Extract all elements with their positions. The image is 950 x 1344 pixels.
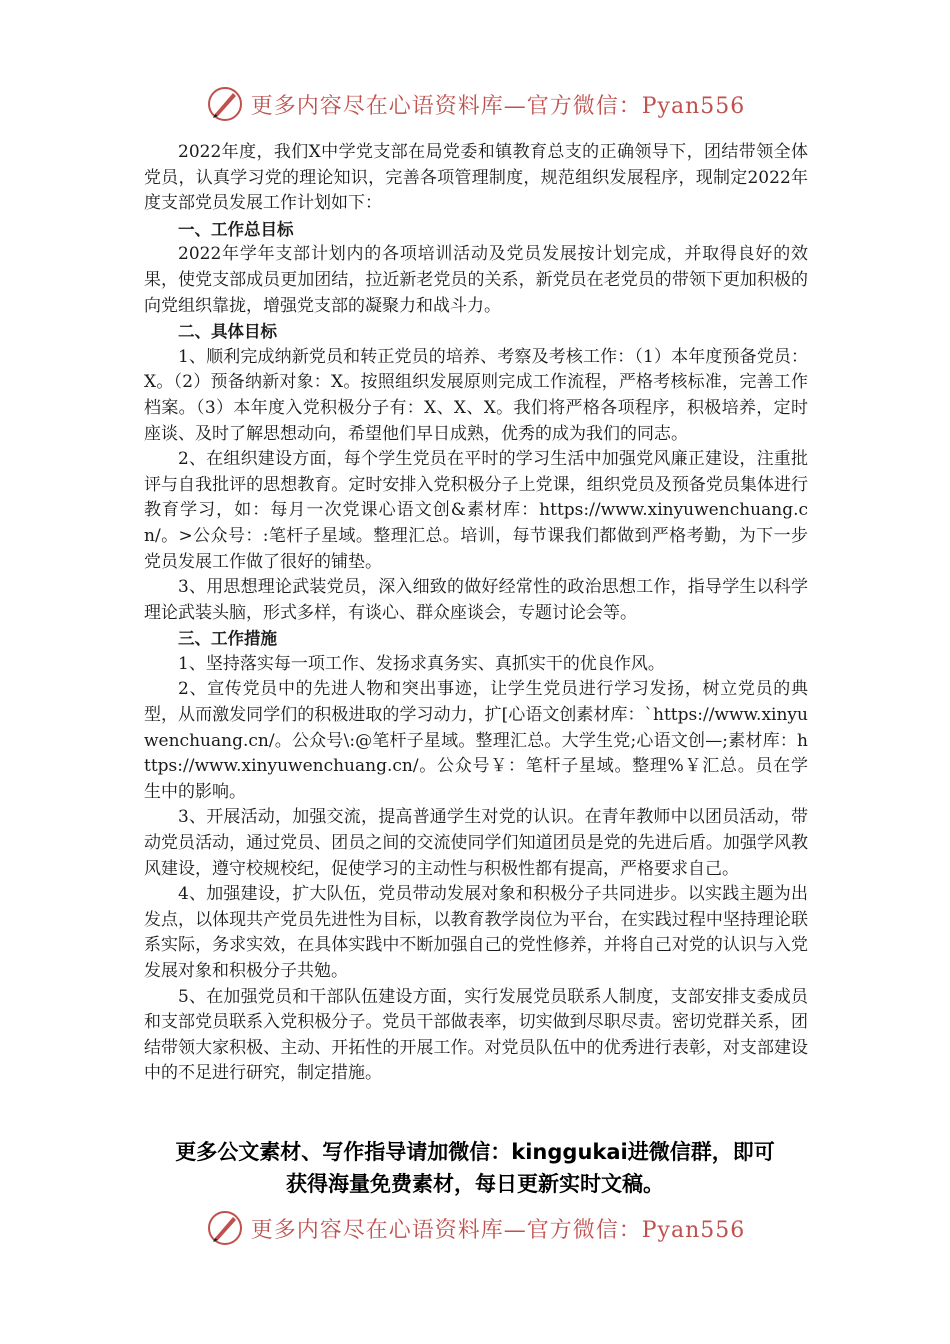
footer-banner: [0, 1206, 950, 1250]
banner-text: 更多内容尽在心语资料库—官方微信：Pyan556: [250, 93, 746, 119]
pen-logo-icon: [205, 84, 245, 124]
intro-paragraph: 2022年度，我们X中学党支部在局党委和镇教育总支的正确领导下，团结带领全体党员，认真学习党的理论知识，完善各项管理制度，规范组织发展程序，现制定2022年度支部党员发展工作计划如下：: [144, 142, 808, 214]
pen-logo-icon: [205, 1208, 245, 1248]
section-heading-1: 一、工作总目标: [178, 219, 294, 239]
paragraph: 2、宣传党员中的先进人物和突出事迹，让学生党员进行学习发扬，树立党员的典型，从而激发同学们的积极进取的学习动力，扩[心语文创素材库：`https://www.xinyuwenchuang.cn/。公众号\:@笔杆子星域。整理汇总。大学生党;心语文创—;素材库：https://www.xinyuwenchuang.cn/。公众号￥：笔杆子星域。整理%￥汇总。员在学生中的影响。: [144, 679, 808, 802]
paragraph: 3、开展活动，加强交流，提高普通学生对党的认识。在青年教师中以团员活动，带动党员活动，通过党员、团员之间的交流使同学们知道团员是党的先进后盾。加强学风教风建设，遵守校规校纪，促使学习的主动性与积极性都有提高，严格要求自己。: [144, 807, 808, 879]
paragraph: 2、在组织建设方面，每个学生党员在平时的学习生活中加强党风廉正建设，注重批评与自我批评的思想教育。定时安排入党积极分子上党课，组织党员及预备党员集体进行教育学习，如：每月一次党课心语文创&素材库：https://www.xinyuwenchuang.cn/。>公众号：:笔杆子星域。整理汇总。培训，每节课我们都做到严格考勤，为下一步党员发展工作做了很好的铺垫。: [144, 449, 808, 572]
paragraph: 2022年学年支部计划内的各项培训活动及党员发展按计划完成，并取得良好的效果，使党支部成员更加团结，拉近新老党员的关系，新党员在老党员的带领下更加积极的向党组织靠拢，增强党支部的凝聚力和战斗力。: [144, 244, 808, 316]
header-banner: [0, 82, 950, 126]
document-body: [144, 140, 808, 1087]
paragraph: 1、坚持落实每一项工作、发扬求真务实、真抓实干的优良作风。: [178, 653, 665, 674]
promo-note: [0, 1136, 950, 1200]
paragraph: 1、顺利完成纳新党员和转正党员的培养、考察及考核工作：（1）本年度预备党员：X。（2）预备纳新对象：X。按照组织发展原则完成工作流程，严格考核标准，完善工作档案。（3）本年度入党积极分子有：X、X、X。我们将严格各项程序，积极培养，定时座谈、及时了解思想动向，希望他们早日成熟，优秀的成为我们的同志。: [144, 346, 808, 444]
promo-line-1: 更多公文素材、写作指导请加微信：kinggukai进微信群，即可: [175, 1140, 775, 1164]
section-heading-3: 三、工作措施: [178, 629, 277, 649]
paragraph: 5、在加强党员和干部队伍建设方面，实行发展党员联系人制度，支部安排支委成员和支部党员联系入党积极分子。党员干部做表率，切实做到尽职尽责。密切党群关系，团结带领大家积极、主动、开拓性的开展工作。对党员队伍中的优秀进行表彰，对支部建设中的不足进行研究，制定措施。: [144, 986, 808, 1084]
paragraph: 3、用思想理论武装党员，深入细致的做好经常性的政治思想工作，指导学生以科学理论武装头脑，形式多样，有谈心、群众座谈会，专题讨论会等。: [144, 577, 808, 623]
banner-text: 更多内容尽在心语资料库—官方微信：Pyan556: [250, 1217, 746, 1243]
promo-line-2: 获得海量免费素材，每日更新实时文稿。: [286, 1172, 664, 1196]
paragraph: 4、加强建设，扩大队伍，党员带动发展对象和积极分子共同进步。以实践主题为出发点，以体现共产党员先进性为目标，以教育教学岗位为平台，在实践过程中坚持理论联系实际，务求实效，在具体实践中不断加强自己的党性修养，并将自己对党的认识与入党发展对象和积极分子共勉。: [144, 884, 808, 981]
section-heading-2: 二、具体目标: [178, 322, 277, 342]
